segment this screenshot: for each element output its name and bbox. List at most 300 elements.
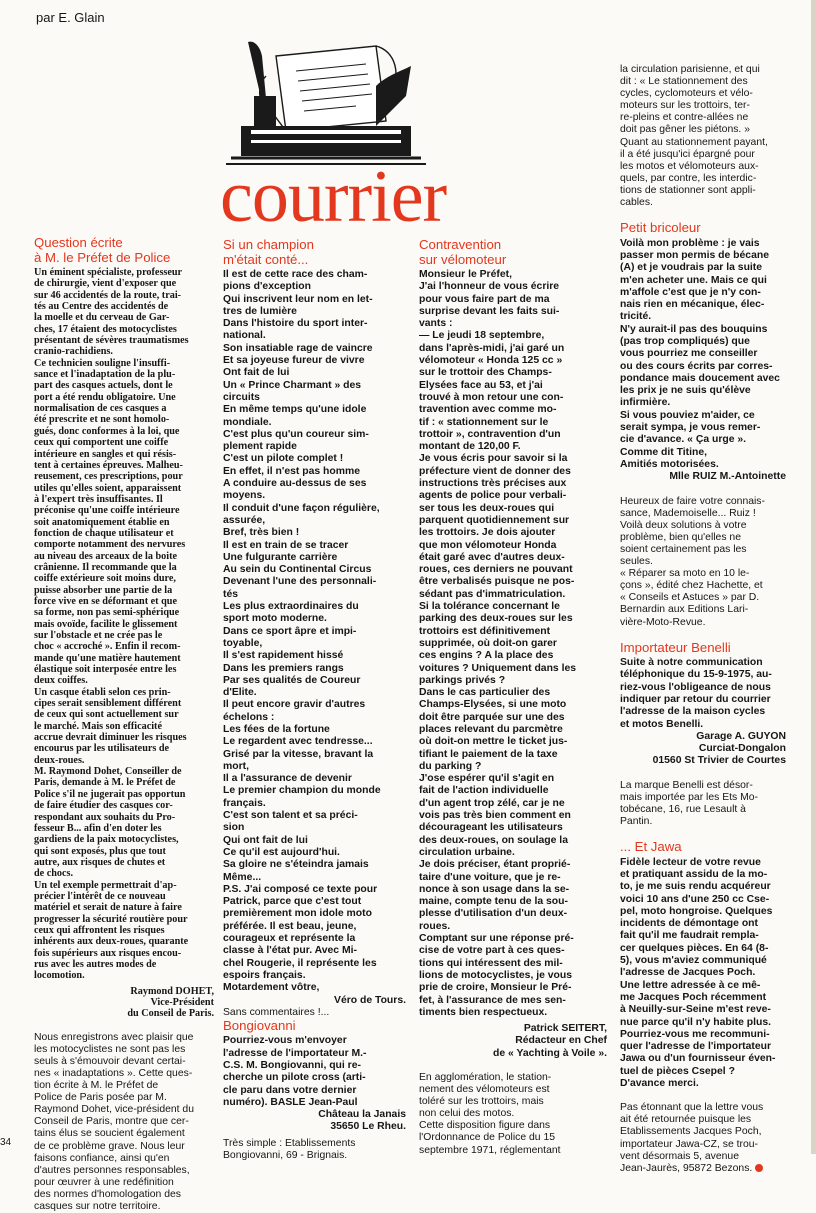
text-line: Dans le cas particulier des <box>419 687 551 699</box>
text-line: Il s'est rapidement hissé <box>223 650 344 662</box>
text-line: Raymond DOHET, <box>130 985 214 997</box>
text-line: roues. <box>419 920 451 932</box>
heading-bongiovanni: Bongiovanni <box>223 1017 296 1033</box>
text-line: part des casques actuels, dont le <box>34 380 173 392</box>
text-line: timents bien respectueux. <box>419 1006 548 1018</box>
text-line: les prix je ne suis qu'élève <box>620 385 751 397</box>
letter-body <box>34 267 214 982</box>
text-line: riez-vous l'obligeance de nous <box>620 681 771 693</box>
signature-basle <box>223 1109 406 1134</box>
text-line: Conseil de Paris, montre que cer- <box>34 1116 189 1128</box>
text-line: mais ovoïde, facilite le glissement <box>34 618 178 630</box>
text-line: la circulation parisienne, et qui <box>620 64 760 75</box>
text-line: Un tel exemple permettrait d'ap- <box>34 879 177 891</box>
text-line: plement rapide <box>223 441 297 453</box>
text-line: soient certainement pas les <box>620 543 747 555</box>
signature-guyon <box>620 731 786 768</box>
text-line: courageux et représente la <box>223 933 356 945</box>
text-line: coiffe extérieure soit moins dure, <box>34 573 176 585</box>
text-line: çons », édité chez Hachette, et <box>620 580 763 592</box>
text-line: des deux-roues, on soulage la <box>419 834 568 846</box>
text-line: fait qu'il me faudrait rempla- <box>620 930 759 942</box>
text-line: le marché. Mais son efficacité <box>34 720 162 732</box>
text-line: pour vous faire part de ma <box>419 293 550 305</box>
text-line: fois supérieurs aux risques encou- <box>34 947 182 959</box>
text-line: incidents de démontage ont <box>620 918 758 930</box>
text-line: Une fulgurante carrière <box>223 551 338 563</box>
text-line: circulation urbaine. <box>419 846 515 858</box>
text-line: C'est un pilote complet ! <box>223 453 344 465</box>
text-line: l'Ordonnance de Police du 15 <box>419 1132 556 1144</box>
text-line: 5), vous m'aviez communiqué <box>620 955 767 967</box>
text-line: ces engins ? A la place des <box>419 650 554 662</box>
reply-benelli <box>620 780 786 828</box>
text-line: pions d'exception <box>223 281 311 293</box>
reply-contravention-continued <box>620 64 786 209</box>
text-line: respondant aux souhaits du Pro- <box>34 811 176 823</box>
text-line: présentant de sévères traumatismes <box>34 335 189 347</box>
text-line: les trottoirs. Je dois ajouter <box>419 527 556 539</box>
text-line: montant de 120,00 F. <box>419 441 521 453</box>
text-line: tion écrite à M. le Préfet de <box>34 1080 159 1092</box>
text-line: Ce qu'il est aujourd'hui. <box>223 846 340 858</box>
text-line: En agglomération, le station- <box>419 1072 552 1083</box>
text-line: Etablissements Jacques Poch, <box>620 1126 762 1138</box>
text-line: Un casque établi selon ces prin- <box>34 686 171 698</box>
text-line: préférée. Il est beau, jeune, <box>223 920 357 932</box>
text-line: Pourriez-vous m'envoyer <box>223 1035 347 1047</box>
text-line: mondiale. <box>223 416 272 428</box>
text-line: puisse absorber une partie de la <box>34 584 173 596</box>
text-line: autre, aux risques de chutes et <box>34 856 166 868</box>
text-line: tres de lumière <box>223 305 297 317</box>
heading-line: Question écrite <box>34 235 123 250</box>
text-line: classe à l'état pur. Avec Mi- <box>223 945 357 957</box>
text-line: Il a l'assurance de devenir <box>223 773 352 785</box>
text-line: tobécane, 16, rue Lesault à <box>620 803 746 815</box>
text-line: Si la tolérance concernant le <box>419 601 560 613</box>
text-line: français. <box>223 797 266 809</box>
text-line: élastique soit interposée entre les <box>34 664 177 676</box>
text-line: m'affole c'est que je n'y con- <box>620 286 761 298</box>
text-line: Par ses qualités de Coureur <box>223 674 361 686</box>
letter-bongiovanni <box>223 1035 406 1109</box>
text-line: cipes serait sensiblement différent <box>34 698 182 710</box>
text-line: moteurs sur les trottoirs, ter- <box>620 100 750 112</box>
text-line: Dans les premiers rangs <box>223 662 344 674</box>
text-line: du Conseil de Paris. <box>127 1008 214 1020</box>
text-line: Rédacteur en Chef <box>515 1035 607 1047</box>
text-line: locomotion. <box>34 970 85 982</box>
text-line: inhérents aux deux-roues, quarante <box>34 936 189 948</box>
text-line: ches, 17 étaient des motocyclistes <box>34 323 177 335</box>
text-line: assurée, <box>223 514 266 526</box>
text-line: décourageant les utilisateurs <box>419 822 563 834</box>
text-line: progresser la sécurité routière pour <box>34 913 188 925</box>
text-line: surprise devant les faits sui- <box>419 305 560 317</box>
text-line: mort, <box>223 760 249 772</box>
text-line: tains élus se soucient également <box>34 1128 185 1140</box>
text-line: C'est plus qu'un coureur sim- <box>223 428 369 440</box>
text-line: moyens. <box>223 490 266 502</box>
text-line: Patrick, parce que c'est tout <box>223 896 362 908</box>
text-line: tif : « stationnement sur le <box>419 416 549 428</box>
text-line: Garage A. GUYON <box>696 730 786 742</box>
text-line: de faire étudier des casques cor- <box>34 800 173 812</box>
text-line: Jean-Jaurès, 95872 Bezons. <box>620 1163 786 1175</box>
text-line: (A) et je voudrais par la suite <box>620 262 763 274</box>
column-2 <box>223 237 406 1161</box>
text-line: Cette disposition figure dans <box>419 1120 551 1132</box>
text-line: normalisation de ces casques a <box>34 403 167 415</box>
text-line: qui sont exposés, plus que tout <box>34 845 166 857</box>
text-line: Devenant l'une des personnali- <box>223 576 377 588</box>
text-line: nonce à son usage dans la se- <box>419 883 570 895</box>
text-line: il a été jusqu'ici épargné pour <box>620 148 755 160</box>
text-line: Je vous écris pour savoir si la <box>419 453 568 465</box>
text-line: Heureux de faire votre connais- <box>620 495 765 507</box>
text-line: trottoirs est définitivement <box>419 625 551 637</box>
text-line: Un éminent spécialiste, professeur <box>34 267 183 278</box>
text-line: d'un agent trop zélé, car je ne <box>419 797 565 809</box>
text-line: sion <box>223 822 245 834</box>
text-line: Ce technicien souligne l'insuffi- <box>34 357 171 369</box>
text-line: Il peut encore gravir d'autres <box>223 699 366 711</box>
column-4 <box>620 64 786 1174</box>
text-line: préconise qu'une coiffe intérieure <box>34 505 180 517</box>
text-line: sédant pas d'immatriculation. <box>419 588 566 600</box>
masthead-title: courrier <box>220 156 447 238</box>
text-line: pour œuvrer à une redéfinition <box>34 1176 174 1188</box>
text-line: Grisé par la vitesse, bravant la <box>223 748 374 760</box>
text-line: les motocyclistes ne sont pas les <box>34 1043 186 1055</box>
text-line: En même temps qu'une idole <box>223 404 367 416</box>
text-line: « Conseils et Astuces » par D. <box>620 592 760 604</box>
letter-benelli <box>620 657 786 731</box>
text-line: Si vous pouviez m'aider, ce <box>620 409 755 421</box>
text-line: premièrement mon idole moto <box>223 908 372 920</box>
text-line: Vice-Président <box>150 997 214 1008</box>
text-line: tions de stationner sont appli- <box>620 184 756 196</box>
text-line: tés au Centre des accidentés de <box>34 301 169 313</box>
quill-inkwell-illustration <box>226 36 426 172</box>
text-line: Police s'il ne jugerait pas opportun <box>34 788 186 800</box>
text-line: Il est de cette race des cham- <box>223 269 368 280</box>
heading-petit-bricoleur: Petit bricoleur <box>620 220 701 236</box>
text-line: précier l'intérêt de ce nouveau <box>34 890 166 902</box>
text-line: sance et l'inadaptation de la plu- <box>34 369 176 381</box>
text-line: pondance mais doucement avec <box>620 372 780 384</box>
text-line: J'ose espérer qu'il s'agit en <box>419 773 555 785</box>
poem-signature: Véro de Tours. <box>334 994 406 1006</box>
text-line: les motos et vélomoteurs aux- <box>620 160 759 172</box>
text-line: dans l'après-midi, j'ai garé un <box>419 342 565 354</box>
text-line: Dans l'histoire du sport inter- <box>223 318 368 330</box>
text-line: gardiens de la paix motocyclistes, <box>34 834 179 846</box>
text-line: l'adresse de Jacques Poch. <box>620 967 756 979</box>
text-line: à Neuilly-sur-Seine m'est reve- <box>620 1004 771 1016</box>
text-line: Très simple : Etablissements <box>223 1137 356 1149</box>
heading-line: m'était conté... <box>223 251 309 267</box>
text-line: Curciat-Dongalon <box>698 743 786 755</box>
text-line: nais rien en mécanique, élec- <box>620 299 765 311</box>
text-line: toyable, <box>223 637 263 649</box>
text-line: était garé avec d'autres deux- <box>419 551 565 563</box>
text-line: Les plus extraordinaires du <box>223 601 359 613</box>
text-line: non celui des motos. <box>419 1108 515 1120</box>
text-line: sur le trottoir des Champs- <box>419 367 552 379</box>
text-line: cranio-rachidiens. <box>34 346 113 358</box>
text-line: maine, compte tenu de la sou- <box>419 896 568 908</box>
text-line: importateur Jawa-CZ, se trou- <box>620 1138 759 1150</box>
text-line: taire d'une voiture, que je re- <box>419 871 561 883</box>
text-line: vent désormais 5, avenue <box>620 1150 739 1162</box>
text-line: circuits <box>223 391 260 403</box>
text-line: sur 46 accidentés de la route, trai- <box>34 289 182 301</box>
text-line: force vive en se déformant et que <box>34 595 177 607</box>
text-line: rus avec les autres modes de <box>34 958 157 970</box>
text-line: Qui inscrivent leur nom en let- <box>223 293 373 305</box>
text-line: nue parce qu'il n'y habite plus. <box>620 1016 772 1028</box>
text-line: supprimée, où doit-on garer <box>419 637 557 649</box>
signature-ruiz: Mlle RUIZ M.-Antoinette <box>669 471 786 483</box>
text-line: Raymond Dohet, vice-président du <box>34 1104 194 1116</box>
text-line: choc « accroché ». Enfin il recom- <box>34 641 181 653</box>
text-line: N'y aurait-il pas des bouquins <box>620 323 768 335</box>
text-line: à l'expert très insuffisantes. Il <box>34 493 163 505</box>
text-line: mande qu'une matière hautement <box>34 652 181 664</box>
text-line: Il conduit d'une façon régulière, <box>223 502 380 514</box>
text-line: l'adresse de l'importateur M.- <box>223 1047 367 1059</box>
editor-reply <box>34 1032 214 1213</box>
poem-reply: Sans commentaires !... <box>223 1006 330 1018</box>
text-line: parquent quotidiennement sur <box>419 514 570 526</box>
text-line: Nous enregistrons avec plaisir que <box>34 1031 194 1043</box>
text-line: port a été rendu obligatoire. Une <box>34 391 176 403</box>
text-line: Même... <box>223 871 262 883</box>
text-line: tricité. <box>620 311 652 323</box>
text-line: sance, Mademoiselle... Ruiz ! <box>620 507 756 519</box>
text-line: d'autres personnes responsables, <box>34 1164 190 1176</box>
text-line: des normes d'homologation des <box>34 1188 181 1200</box>
text-line: Voilà mon problème : je vais <box>620 237 760 249</box>
text-line: seules. <box>620 556 653 568</box>
text-line: instructions très précises aux <box>419 478 567 490</box>
text-line: cie d'avance. « Ça urge ». <box>620 434 747 446</box>
text-line: ou des cours écrits par corres- <box>620 360 773 372</box>
text-line: être verbalisés puisque ne pos- <box>419 576 575 588</box>
reply-contravention <box>419 1072 607 1157</box>
text-line: Quant au stationnement payant, <box>620 136 768 148</box>
letter-jawa <box>620 857 786 1091</box>
text-line: agents de police pour verbali- <box>419 490 567 502</box>
text-line: Jawa ou d'un fournisseur éven- <box>620 1053 776 1065</box>
text-line: Patrick SEITERT, <box>523 1023 607 1035</box>
text-line: La marque Benelli est désor- <box>620 779 753 791</box>
text-line: vants : <box>419 318 453 330</box>
text-line: parkings privés ? <box>419 674 506 686</box>
text-line: la moelle et du cerveau de Gar- <box>34 312 170 324</box>
text-line: deux-roues. <box>34 754 85 766</box>
text-line: du parking ? <box>419 760 482 772</box>
byline: par E. Glain <box>36 10 105 25</box>
text-line: espoirs français. <box>223 969 306 981</box>
text-line: (pas trop compliqués) que <box>620 336 750 347</box>
text-line: tuel de pièces Csepel ? <box>620 1065 735 1077</box>
text-line: lions de motocyclistes, je vous <box>419 969 573 981</box>
text-line: gués, donc conformes à la loi, que <box>34 425 180 437</box>
signature-dohet <box>34 986 214 1020</box>
text-line: doit pas gêner les piétons. » <box>620 124 750 136</box>
text-line: Monsieur le Préfet, <box>419 269 512 280</box>
text-line: l'adresse de la maison cycles <box>620 706 766 718</box>
text-line: nes « inadaptations ». Cette ques- <box>34 1067 193 1079</box>
text-line: cherche un pilote cross (arti- <box>223 1072 366 1084</box>
text-line: tions qui intéressent des mil- <box>419 957 563 969</box>
letter-petit-bricoleur <box>620 238 786 472</box>
text-line: A conduire au-dessus de ses <box>223 478 367 490</box>
text-line: Pourriez-vous me recommuni- <box>620 1028 770 1040</box>
text-line: M. Raymond Dohet, Conseiller de <box>34 766 182 778</box>
reply-bongiovanni <box>223 1138 406 1162</box>
text-line: travention avec comme mo- <box>419 404 557 416</box>
text-line: Sa gloire ne s'éteindra jamais <box>223 859 369 871</box>
text-line: reusement, ces prescriptions, pour <box>34 471 183 483</box>
text-line: Ont fait de lui <box>223 367 290 379</box>
text-line: voici 10 ans d'une 250 cc Cse- <box>620 893 770 905</box>
text-line: ceux qui affrontent les risques <box>34 924 165 936</box>
text-line: faisons confiance, ainsi qu'en <box>34 1152 170 1164</box>
text-line: échelons : <box>223 711 275 723</box>
text-line: Bref, très bien ! <box>223 527 300 539</box>
text-line: problème, bien qu'elles ne <box>620 531 741 543</box>
text-line: nement des vélomoteurs est <box>419 1084 550 1096</box>
text-line: vière-Moto-Revue. <box>620 616 706 628</box>
text-line: Elysées face au 53, et j'ai <box>419 379 543 391</box>
text-line: Une lettre adressée à ce mê- <box>620 979 761 991</box>
text-line: vois pas très bien comment en <box>419 810 571 822</box>
text-line: 35650 Le Rheu. <box>330 1121 406 1133</box>
signature-seitert <box>419 1023 607 1060</box>
text-line: casques sur notre territoire. <box>34 1201 161 1212</box>
text-line: soit anatomiquement établie en <box>34 516 170 528</box>
text-line: passer mon permis de bécane <box>620 249 769 261</box>
text-line: Qui ont fait de lui <box>223 834 308 846</box>
text-line: chel Rougerie, il représente les <box>223 957 377 969</box>
heading-line: à M. le Préfet de Police <box>34 249 171 265</box>
text-line: prie de croire, Monsieur le Pré- <box>419 982 572 994</box>
text-line: et pratiquant assidu de la mo- <box>620 868 768 880</box>
text-line: parking des deux-roues sur les <box>419 613 573 625</box>
heading-question-ecrite <box>34 236 214 265</box>
heading-jawa: ... Et Jawa <box>620 839 682 855</box>
text-line: J'ai l'honneur de vous écrire <box>419 281 560 293</box>
text-line: me Jacques Poch récemment <box>620 991 767 1003</box>
text-line: matériel et serait de nature à faire <box>34 902 182 914</box>
text-line: préfecture vient de donner des <box>419 465 571 477</box>
text-line: P.S. J'ai composé ce texte pour <box>223 883 378 895</box>
text-line: roues, ces derniers ne pouvant <box>419 564 573 576</box>
text-line: ait été retournée puisque les <box>620 1114 752 1126</box>
text-line: Suite à notre communication <box>620 657 763 669</box>
text-line: ser tous les deux-roues qui <box>419 502 555 514</box>
text-line: d'Elite. <box>223 687 257 699</box>
text-line: Les fées de la fortune <box>223 723 330 735</box>
text-line: dit : « Le stationnement des <box>620 76 748 88</box>
text-line: Pantin. <box>620 816 653 828</box>
text-line: comporte notamment des nervures <box>34 539 186 551</box>
text-line: mais importée par les Ets Mo- <box>620 791 759 803</box>
text-line: to, je me suis rendu acquéreur <box>620 881 771 893</box>
text-line: et motos Benelli. <box>620 718 704 730</box>
text-line: deux coiffes. <box>34 675 88 687</box>
text-line: fesseur B... afin d'en doter les <box>34 822 162 834</box>
text-line: m'en acheter une. Mais ce qui <box>620 274 767 286</box>
text-line: Au sein du Continental Circus <box>223 564 372 576</box>
text-line: 01560 St Trivier de Courtes <box>652 755 786 767</box>
text-line: Amitiés motorisées. <box>620 458 719 470</box>
text-line: En effet, il n'est pas homme <box>223 465 361 477</box>
text-line: Le regardent avec tendresse... <box>223 736 373 748</box>
text-line: voitures ? Uniquement dans les <box>419 662 577 674</box>
text-line: fait de l'action individuelle <box>419 785 549 797</box>
text-line: de chocs. <box>34 868 74 880</box>
column-3 <box>419 238 607 1154</box>
text-line: doit être parquée sur une des <box>419 711 565 723</box>
page-number: 34 <box>0 1137 12 1148</box>
text-line: de ceux qui sont actuellement sur <box>34 709 179 721</box>
text-line: Dans ce sport âpre et impi- <box>223 625 357 637</box>
text-line: tifiant le paiement de la taxe <box>419 748 558 760</box>
text-line: sa forme, non pas semi-sphérique <box>34 607 180 619</box>
text-line: Un « Prince Charmant » des <box>223 379 362 391</box>
heading-benelli: Importateur Benelli <box>620 639 731 655</box>
heading-line: sur vélomoteur <box>419 251 507 267</box>
text-line: vous pourriez me conseiller <box>620 348 758 360</box>
text-line: cise de votre part à ces ques- <box>419 945 565 957</box>
text-line: tés <box>223 588 239 600</box>
text-line: Fidèle lecteur de votre revue <box>620 856 761 868</box>
text-line: vélomoteur « Honda 125 cc » <box>419 355 563 367</box>
letter-contravention <box>419 269 607 1019</box>
text-line: trouvé à mon retour une con- <box>419 391 564 403</box>
text-line: de ce problème grave. Nous leur <box>34 1140 185 1152</box>
text-line: téléphonique du 15-9-1975, au- <box>620 669 772 681</box>
reply-petit-bricoleur <box>620 496 786 629</box>
text-line: Bongiovanni, 69 - Brignais. <box>223 1149 348 1161</box>
text-line: — Le jeudi 18 septembre, <box>419 330 545 342</box>
text-line: Motardement vôtre, <box>223 982 320 994</box>
text-line: fonction de chaque utilisateur et <box>34 527 174 539</box>
text-line: encourus par les utilisateurs de <box>34 743 170 755</box>
text-line: seuls à s'émouvoir devant certai- <box>34 1055 186 1067</box>
text-line: Et sa joyeuse fureur de vivre <box>223 355 365 367</box>
text-line: utiles qu'elles soient, apparaissent <box>34 482 182 494</box>
text-line: septembre 1971, réglementant <box>419 1144 561 1156</box>
text-line: Paris, demande à M. le Préfet de <box>34 777 176 789</box>
text-line: places relevant du parcmètre <box>419 723 563 735</box>
end-of-article-dot <box>755 1164 763 1172</box>
text-line: Comme dit Titine, <box>620 446 707 458</box>
text-line: Champs-Elysées, si une moto <box>419 699 567 711</box>
heading-line: Contravention <box>419 237 502 252</box>
text-line: que mon vélomoteur Honda <box>419 539 557 551</box>
text-line: crânienne. Il recommande que la <box>34 561 177 573</box>
text-line: cables. <box>620 197 653 209</box>
text-line: été prescrite et ne sont homolo- <box>34 414 170 426</box>
text-line: au niveau des arceaux de la boite <box>34 550 178 562</box>
heading-contravention <box>419 238 607 267</box>
